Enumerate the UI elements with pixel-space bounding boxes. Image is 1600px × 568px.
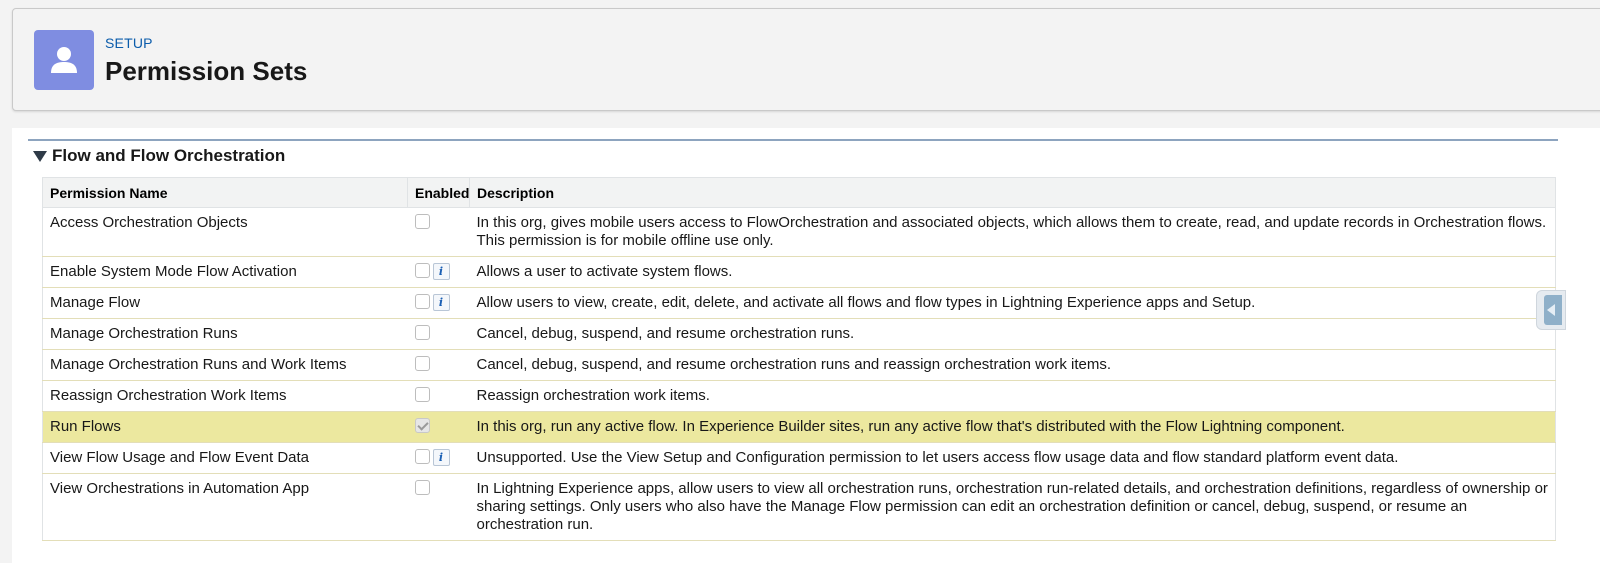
column-header-permission-name: Permission Name	[43, 178, 408, 208]
permission-description: In this org, run any active flow. In Experience Builder sites, run any active flow that's distributed with the Flow Lightning component.	[470, 412, 1556, 443]
enabled-checkbox[interactable]	[415, 325, 430, 340]
page-title: Permission Sets	[105, 56, 308, 86]
table-row	[43, 474, 1556, 541]
enabled-checkbox[interactable]	[415, 263, 430, 278]
enabled-cell	[408, 474, 470, 541]
permission-name: Access Orchestration Objects	[43, 208, 408, 257]
table-row	[43, 208, 1556, 257]
column-header-description: Description	[470, 178, 1556, 208]
table-row	[43, 350, 1556, 381]
enabled-cell	[408, 350, 470, 381]
permission-name: Run Flows	[43, 412, 408, 443]
permission-name: Manage Orchestration Runs and Work Items	[43, 350, 408, 381]
permission-description: Unsupported. Use the View Setup and Configuration permission to let users access flow usage data and flow standard platform event data.	[470, 443, 1556, 474]
enabled-cell	[408, 381, 470, 412]
column-header-enabled: Enabled	[408, 178, 470, 208]
enabled-cell	[408, 412, 470, 443]
collapse-triangle-icon[interactable]	[33, 151, 47, 162]
enabled-checkbox[interactable]	[415, 214, 430, 229]
enabled-checkbox[interactable]	[415, 449, 430, 464]
table-row	[43, 288, 1556, 319]
enabled-cell	[408, 288, 470, 319]
enabled-cell	[408, 443, 470, 474]
info-icon[interactable]: i	[433, 263, 450, 280]
enabled-cell	[408, 319, 470, 350]
enabled-checkbox[interactable]	[415, 387, 430, 402]
side-panel-toggle[interactable]	[1536, 290, 1566, 330]
permission-description: Reassign orchestration work items.	[470, 381, 1556, 412]
permission-name: Manage Orchestration Runs	[43, 319, 408, 350]
permission-description: Cancel, debug, suspend, and resume orchestration runs.	[470, 319, 1556, 350]
permission-description: In Lightning Experience apps, allow users to view all orchestration runs, orchestration run-related details, and orchestration definitions, regardless of ownership or sharing settings. Only users who also have the Manage Flow permission can edit an orchestration definition or cancel, debug, suspend, or resume an orchestration run.	[470, 474, 1556, 541]
permission-description: Cancel, debug, suspend, and resume orchestration runs and reassign orchestration work items.	[470, 350, 1556, 381]
user-icon	[34, 30, 94, 90]
table-row	[43, 257, 1556, 288]
permission-description: Allow users to view, create, edit, delete, and activate all flows and flow types in Lightning Experience apps and Setup.	[470, 288, 1556, 319]
section-title: Flow and Flow Orchestration	[52, 146, 286, 165]
enabled-checkbox[interactable]	[415, 418, 430, 433]
permission-name: Enable System Mode Flow Activation	[43, 257, 408, 288]
permission-name: View Flow Usage and Flow Event Data	[43, 443, 408, 474]
page-header	[12, 8, 1600, 111]
collapse-arrow-icon	[1544, 295, 1562, 325]
permission-name: View Orchestrations in Automation App	[43, 474, 408, 541]
enabled-checkbox[interactable]	[415, 356, 430, 371]
permission-name: Reassign Orchestration Work Items	[43, 381, 408, 412]
permission-description: In this org, gives mobile users access to FlowOrchestration and associated objects, which allows them to create, read, and update records in Orchestration flows. This permission is for mobile offline use only.	[470, 208, 1556, 257]
permissions-table	[42, 177, 1556, 541]
table-row	[43, 443, 1556, 474]
table-row	[43, 381, 1556, 412]
section-divider	[28, 139, 1558, 141]
table-row	[43, 319, 1556, 350]
enabled-cell	[408, 208, 470, 257]
info-icon[interactable]: i	[433, 449, 450, 466]
table-header-row	[43, 178, 1556, 208]
breadcrumb-setup[interactable]: SETUP	[105, 35, 153, 51]
enabled-checkbox[interactable]	[415, 294, 430, 309]
table-body	[43, 208, 1556, 541]
permission-name: Manage Flow	[43, 288, 408, 319]
info-icon[interactable]: i	[433, 294, 450, 311]
enabled-cell	[408, 257, 470, 288]
table-row	[43, 412, 1556, 443]
enabled-checkbox[interactable]	[415, 480, 430, 495]
section-header[interactable]	[33, 146, 285, 166]
permission-description: Allows a user to activate system flows.	[470, 257, 1556, 288]
